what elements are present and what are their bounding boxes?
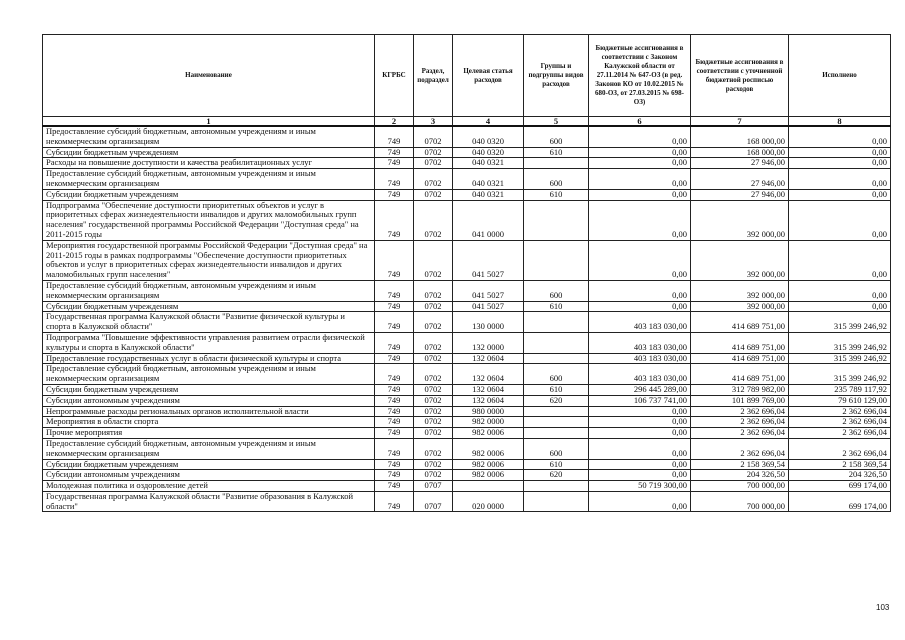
cell-name: Непрограммные расходы региональных органов исполнительной власти [43, 406, 375, 417]
cell-section: 0702 [414, 406, 453, 417]
table-row [43, 364, 891, 385]
cell-name: Подпрограмма "Обеспечение доступности приоритетных объектов и услуг в приоритетных сферах жизнедеятельности инвалидов и других маломобильных групп населения" государственной программы Российской Федерации "Доступная среда" на 2011-2015 годы [43, 200, 375, 240]
cell-target-article: 132 0604 [453, 395, 524, 406]
cell-expense-group [524, 353, 589, 364]
cell-law-allocation: 0,00 [589, 147, 691, 158]
cell-executed: 699 174,00 [789, 491, 891, 512]
header-name: Наименование [43, 35, 375, 117]
column-number: 1 [43, 117, 375, 127]
cell-executed: 0,00 [789, 301, 891, 312]
cell-executed: 315 399 246,92 [789, 332, 891, 353]
cell-target-article: 040 0320 [453, 147, 524, 158]
cell-expense-group [524, 200, 589, 240]
table-row [43, 312, 891, 333]
cell-executed: 0,00 [789, 200, 891, 240]
cell-kgrbs: 749 [375, 417, 414, 428]
cell-law-allocation: 0,00 [589, 438, 691, 459]
column-number: 2 [375, 117, 414, 127]
cell-refined-allocation: 101 899 769,00 [691, 395, 789, 406]
table-row [43, 406, 891, 417]
table-row [43, 240, 891, 280]
cell-law-allocation: 403 183 030,00 [589, 364, 691, 385]
cell-expense-group: 600 [524, 280, 589, 301]
cell-name: Субсидии автономным учреждениям [43, 470, 375, 481]
cell-law-allocation: 296 445 289,00 [589, 384, 691, 395]
table-row [43, 147, 891, 158]
column-number: 4 [453, 117, 524, 127]
cell-name: Предоставление субсидий бюджетным, автономным учреждениям и иным некоммерческим организациям [43, 280, 375, 301]
cell-refined-allocation: 168 000,00 [691, 126, 789, 147]
cell-refined-allocation: 27 946,00 [691, 189, 789, 200]
cell-law-allocation: 0,00 [589, 126, 691, 147]
cell-target-article: 982 0006 [453, 459, 524, 470]
cell-refined-allocation: 2 362 696,04 [691, 406, 789, 417]
table-row [43, 169, 891, 190]
cell-law-allocation: 403 183 030,00 [589, 353, 691, 364]
column-number-row [43, 117, 891, 127]
page-number: 103 [876, 603, 890, 612]
cell-name: Мероприятия государственной программы Российской Федерации "Доступная среда" на 2011-2015 годы в рамках подпрограммы "Обеспечение доступности приоритетных объектов и услуг в приоритетных сферах жизнедеятельности инвалидов и других маломобильных групп населения" [43, 240, 375, 280]
table-row [43, 353, 891, 364]
cell-executed: 235 789 117,92 [789, 384, 891, 395]
cell-refined-allocation: 204 326,50 [691, 470, 789, 481]
cell-refined-allocation: 2 362 696,04 [691, 438, 789, 459]
cell-refined-allocation: 414 689 751,00 [691, 353, 789, 364]
cell-expense-group [524, 491, 589, 512]
cell-name: Предоставление субсидий бюджетным, автономным учреждениям и иным некоммерческим организациям [43, 364, 375, 385]
cell-executed: 2 362 696,04 [789, 406, 891, 417]
cell-kgrbs: 749 [375, 158, 414, 169]
cell-executed: 315 399 246,92 [789, 312, 891, 333]
cell-expense-group: 610 [524, 301, 589, 312]
cell-name: Мероприятия в области спорта [43, 417, 375, 428]
table-row [43, 470, 891, 481]
table-row [43, 332, 891, 353]
cell-refined-allocation: 2 362 696,04 [691, 428, 789, 439]
cell-expense-group [524, 406, 589, 417]
cell-name: Субсидии бюджетным учреждениям [43, 301, 375, 312]
table-row [43, 428, 891, 439]
cell-refined-allocation: 27 946,00 [691, 169, 789, 190]
cell-expense-group: 620 [524, 395, 589, 406]
cell-law-allocation: 0,00 [589, 459, 691, 470]
header-law-allocations: Бюджетные ассигнования в соответствии с Законом Калужской области от 27.11.2014 № 647-ОЗ (в ред. Законов КО от 10.02.2015 № 680-ОЗ, от 27.03.2015 № 698-ОЗ) [589, 35, 691, 117]
cell-refined-allocation: 392 000,00 [691, 280, 789, 301]
cell-kgrbs: 749 [375, 428, 414, 439]
cell-refined-allocation: 414 689 751,00 [691, 312, 789, 333]
cell-section: 0702 [414, 417, 453, 428]
cell-kgrbs: 749 [375, 189, 414, 200]
cell-refined-allocation: 312 789 982,00 [691, 384, 789, 395]
cell-executed: 204 326,50 [789, 470, 891, 481]
cell-law-allocation: 106 737 741,00 [589, 395, 691, 406]
cell-section: 0702 [414, 470, 453, 481]
cell-name: Предоставление субсидий бюджетным, автономным учреждениям и иным некоммерческим организациям [43, 169, 375, 190]
cell-section: 0702 [414, 395, 453, 406]
cell-refined-allocation: 414 689 751,00 [691, 364, 789, 385]
cell-law-allocation: 0,00 [589, 240, 691, 280]
cell-target-article: 132 0604 [453, 364, 524, 385]
cell-expense-group: 610 [524, 384, 589, 395]
cell-section: 0702 [414, 280, 453, 301]
cell-section: 0707 [414, 481, 453, 492]
table-row [43, 491, 891, 512]
cell-expense-group: 600 [524, 364, 589, 385]
cell-target-article: 040 0321 [453, 158, 524, 169]
cell-expense-group [524, 481, 589, 492]
table-row [43, 200, 891, 240]
cell-target-article: 041 5027 [453, 280, 524, 301]
cell-kgrbs: 749 [375, 332, 414, 353]
cell-target-article: 040 0321 [453, 189, 524, 200]
cell-section: 0702 [414, 384, 453, 395]
cell-expense-group: 610 [524, 459, 589, 470]
cell-section: 0702 [414, 459, 453, 470]
cell-target-article: 982 0006 [453, 438, 524, 459]
header-expense-group: Группы и подгруппы видов расходов [524, 35, 589, 117]
cell-expense-group [524, 428, 589, 439]
header-kgrbs: КГРБС [375, 35, 414, 117]
cell-target-article: 982 0006 [453, 428, 524, 439]
cell-name: Расходы на повышение доступности и качества реабилитационных услуг [43, 158, 375, 169]
cell-name: Предоставление субсидий бюджетным, автономным учреждениям и иным некоммерческим организациям [43, 126, 375, 147]
cell-section: 0702 [414, 312, 453, 333]
cell-name: Государственная программа Калужской области "Развитие образования в Калужской области" [43, 491, 375, 512]
cell-refined-allocation: 2 158 369,54 [691, 459, 789, 470]
cell-target-article: 132 0604 [453, 384, 524, 395]
cell-executed: 0,00 [789, 240, 891, 280]
cell-target-article: 041 0000 [453, 200, 524, 240]
cell-law-allocation: 50 719 300,00 [589, 481, 691, 492]
table-row [43, 384, 891, 395]
cell-kgrbs: 749 [375, 470, 414, 481]
cell-law-allocation: 0,00 [589, 169, 691, 190]
table-row [43, 280, 891, 301]
cell-name: Прочие мероприятия [43, 428, 375, 439]
cell-section: 0702 [414, 189, 453, 200]
header-row [43, 35, 891, 117]
cell-name: Субсидии бюджетным учреждениям [43, 384, 375, 395]
cell-name: Предоставление государственных услуг в области физической культуры и спорта [43, 353, 375, 364]
cell-kgrbs: 749 [375, 353, 414, 364]
cell-expense-group: 600 [524, 126, 589, 147]
header-executed: Исполнено [789, 35, 891, 117]
header-target-article: Целевая статья расходов [453, 35, 524, 117]
cell-kgrbs: 749 [375, 491, 414, 512]
cell-kgrbs: 749 [375, 200, 414, 240]
table-row [43, 301, 891, 312]
cell-expense-group [524, 417, 589, 428]
cell-executed: 79 610 129,00 [789, 395, 891, 406]
cell-target-article: 130 0000 [453, 312, 524, 333]
cell-executed: 0,00 [789, 147, 891, 158]
cell-executed: 315 399 246,92 [789, 364, 891, 385]
cell-executed: 2 362 696,04 [789, 428, 891, 439]
cell-name: Государственная программа Калужской области "Развитие физической культуры и спорта в Калужской области" [43, 312, 375, 333]
cell-refined-allocation: 392 000,00 [691, 301, 789, 312]
cell-name: Субсидии бюджетным учреждениям [43, 189, 375, 200]
cell-kgrbs: 749 [375, 364, 414, 385]
cell-section: 0702 [414, 438, 453, 459]
table-row [43, 189, 891, 200]
cell-law-allocation: 0,00 [589, 491, 691, 512]
cell-law-allocation: 0,00 [589, 417, 691, 428]
cell-law-allocation: 0,00 [589, 280, 691, 301]
cell-section: 0702 [414, 353, 453, 364]
cell-section: 0702 [414, 158, 453, 169]
column-number: 5 [524, 117, 589, 127]
cell-target-article: 020 0000 [453, 491, 524, 512]
cell-executed: 2 362 696,04 [789, 438, 891, 459]
header-section: Раздел, подраздел [414, 35, 453, 117]
budget-table [42, 34, 891, 512]
cell-kgrbs: 749 [375, 312, 414, 333]
cell-expense-group: 610 [524, 189, 589, 200]
cell-executed: 0,00 [789, 189, 891, 200]
cell-law-allocation: 0,00 [589, 406, 691, 417]
cell-target-article: 132 0000 [453, 332, 524, 353]
table-row [43, 126, 891, 147]
cell-target-article: 041 5027 [453, 240, 524, 280]
cell-section: 0702 [414, 364, 453, 385]
cell-executed: 2 362 696,04 [789, 417, 891, 428]
cell-refined-allocation: 700 000,00 [691, 481, 789, 492]
cell-name: Предоставление субсидий бюджетным, автономным учреждениям и иным некоммерческим организациям [43, 438, 375, 459]
cell-name: Субсидии автономным учреждениям [43, 395, 375, 406]
cell-refined-allocation: 168 000,00 [691, 147, 789, 158]
cell-target-article: 980 0000 [453, 406, 524, 417]
cell-expense-group: 620 [524, 470, 589, 481]
cell-name: Субсидии бюджетным учреждениям [43, 459, 375, 470]
cell-expense-group [524, 158, 589, 169]
column-number: 6 [589, 117, 691, 127]
cell-refined-allocation: 392 000,00 [691, 240, 789, 280]
cell-kgrbs: 749 [375, 126, 414, 147]
cell-refined-allocation: 700 000,00 [691, 491, 789, 512]
cell-section: 0702 [414, 240, 453, 280]
cell-expense-group: 600 [524, 169, 589, 190]
cell-section: 0702 [414, 301, 453, 312]
cell-kgrbs: 749 [375, 280, 414, 301]
cell-expense-group: 610 [524, 147, 589, 158]
cell-law-allocation: 0,00 [589, 158, 691, 169]
cell-executed: 315 399 246,92 [789, 353, 891, 364]
cell-kgrbs: 749 [375, 395, 414, 406]
cell-section: 0702 [414, 428, 453, 439]
table-body [43, 126, 891, 512]
cell-expense-group: 600 [524, 438, 589, 459]
table-row [43, 438, 891, 459]
cell-kgrbs: 749 [375, 406, 414, 417]
column-number: 7 [691, 117, 789, 127]
cell-law-allocation: 0,00 [589, 470, 691, 481]
cell-target-article: 132 0604 [453, 353, 524, 364]
cell-target-article: 982 0006 [453, 470, 524, 481]
table-row [43, 459, 891, 470]
cell-target-article: 982 0000 [453, 417, 524, 428]
cell-name: Молодежная политика и оздоровление детей [43, 481, 375, 492]
cell-kgrbs: 749 [375, 147, 414, 158]
cell-expense-group [524, 240, 589, 280]
cell-law-allocation: 0,00 [589, 428, 691, 439]
cell-law-allocation: 403 183 030,00 [589, 332, 691, 353]
cell-kgrbs: 749 [375, 240, 414, 280]
table-row [43, 158, 891, 169]
table-row [43, 395, 891, 406]
cell-law-allocation: 0,00 [589, 200, 691, 240]
cell-law-allocation: 0,00 [589, 189, 691, 200]
cell-executed: 699 174,00 [789, 481, 891, 492]
cell-refined-allocation: 414 689 751,00 [691, 332, 789, 353]
cell-target-article: 041 5027 [453, 301, 524, 312]
cell-expense-group [524, 332, 589, 353]
column-number: 3 [414, 117, 453, 127]
cell-refined-allocation: 2 362 696,04 [691, 417, 789, 428]
cell-refined-allocation: 27 946,00 [691, 158, 789, 169]
cell-kgrbs: 749 [375, 481, 414, 492]
cell-section: 0702 [414, 332, 453, 353]
cell-target-article: 040 0320 [453, 126, 524, 147]
cell-executed: 0,00 [789, 126, 891, 147]
cell-section: 0702 [414, 126, 453, 147]
cell-executed: 2 158 369,54 [789, 459, 891, 470]
cell-section: 0702 [414, 200, 453, 240]
cell-kgrbs: 749 [375, 459, 414, 470]
cell-name: Субсидии бюджетным учреждениям [43, 147, 375, 158]
cell-refined-allocation: 392 000,00 [691, 200, 789, 240]
cell-kgrbs: 749 [375, 169, 414, 190]
cell-target-article [453, 481, 524, 492]
cell-law-allocation: 0,00 [589, 301, 691, 312]
cell-target-article: 040 0321 [453, 169, 524, 190]
header-refined-allocations: Бюджетные ассигнования в соответствии с уточненной бюджетной росписью расходов [691, 35, 789, 117]
cell-name: Подпрограмма "Повышение эффективности управления развитием отрасли физической культуры и спорта в Калужской области" [43, 332, 375, 353]
cell-section: 0707 [414, 491, 453, 512]
cell-law-allocation: 403 183 030,00 [589, 312, 691, 333]
cell-executed: 0,00 [789, 169, 891, 190]
cell-kgrbs: 749 [375, 301, 414, 312]
table-row [43, 481, 891, 492]
cell-executed: 0,00 [789, 280, 891, 301]
cell-section: 0702 [414, 147, 453, 158]
cell-executed: 0,00 [789, 158, 891, 169]
table-row [43, 417, 891, 428]
cell-expense-group [524, 312, 589, 333]
column-number: 8 [789, 117, 891, 127]
cell-kgrbs: 749 [375, 384, 414, 395]
cell-kgrbs: 749 [375, 438, 414, 459]
cell-section: 0702 [414, 169, 453, 190]
